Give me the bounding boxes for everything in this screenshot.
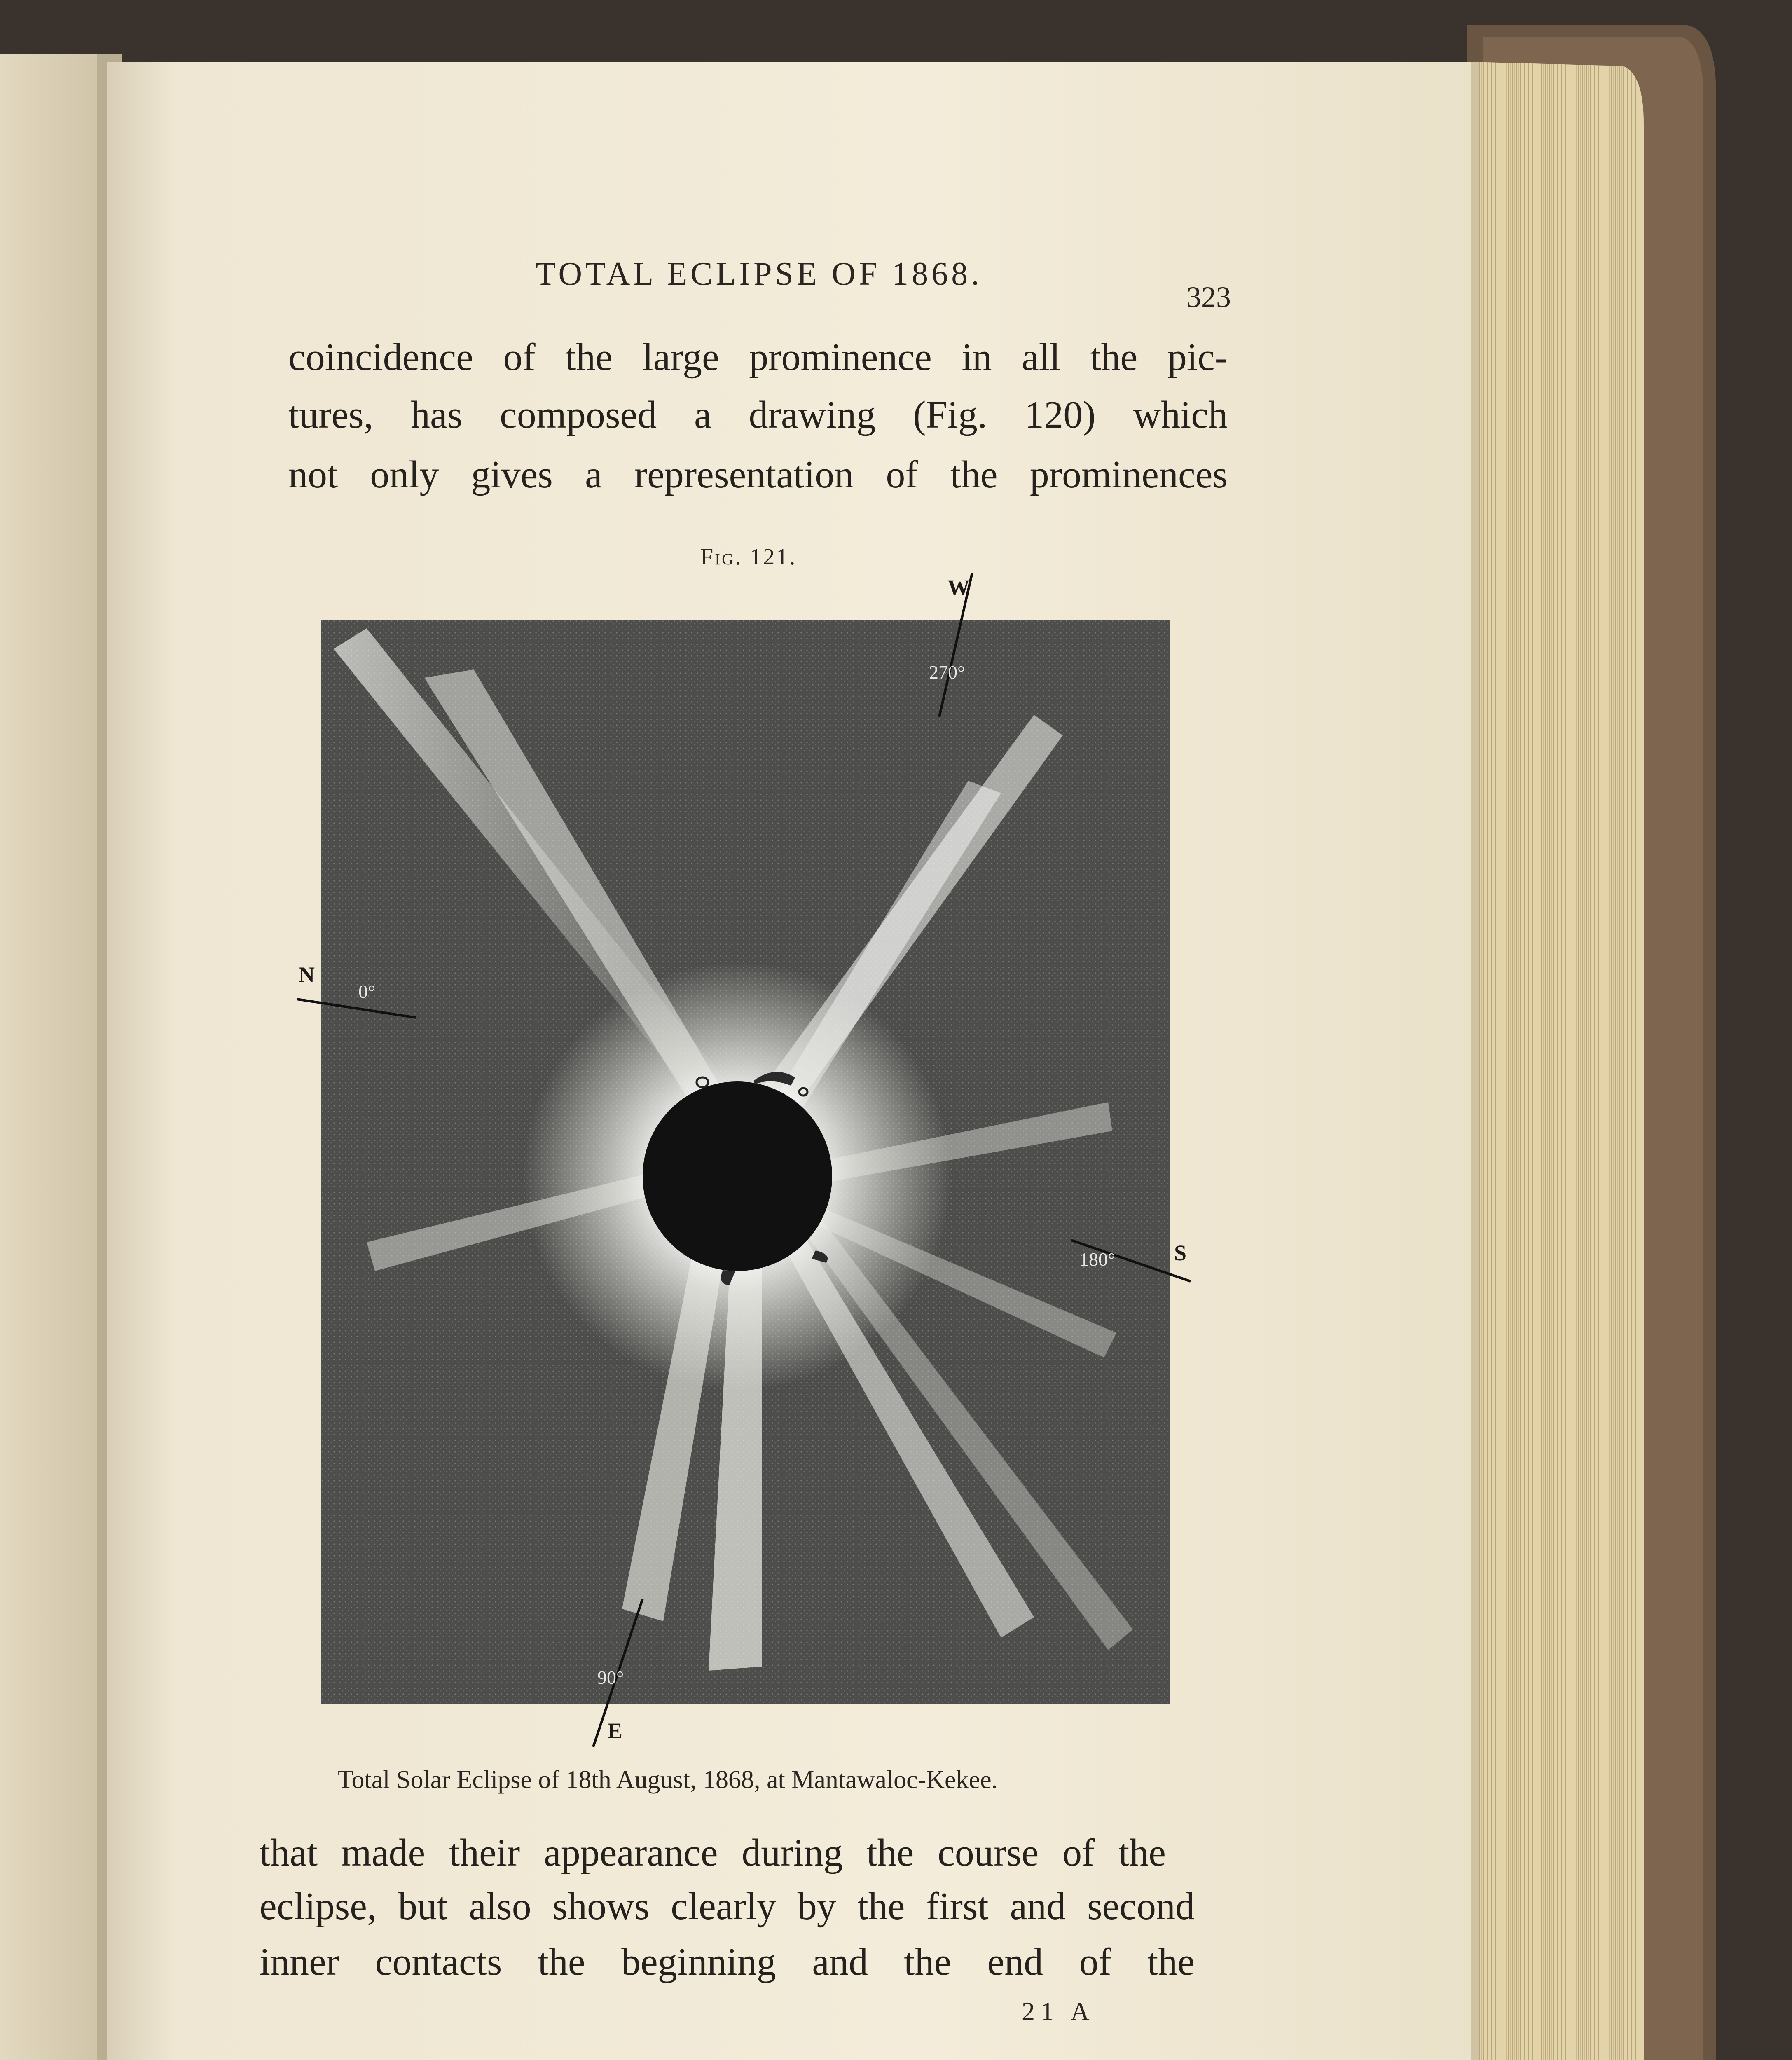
fore-edge bbox=[1471, 62, 1644, 2060]
text-line: not only gives a representation of the prominences bbox=[288, 453, 1228, 496]
south-angle: 180° bbox=[1079, 1249, 1116, 1270]
figure-caption: Total Solar Eclipse of 18th August, 1868, at Mantawaloc-Kekee. bbox=[338, 1766, 998, 1794]
moon-disc bbox=[643, 1082, 832, 1271]
text-line: eclipse, but also shows clearly by the first and second bbox=[260, 1885, 1195, 1928]
text-line: inner contacts the beginning and the end of the bbox=[260, 1941, 1195, 1983]
text-line: that made their appearance during the course of the bbox=[260, 1831, 1166, 1874]
text-line: coincidence of the large prominence in all the pic- bbox=[288, 336, 1228, 379]
east-label: E bbox=[608, 1718, 623, 1743]
west-label: W bbox=[947, 575, 970, 600]
eclipse-illustration bbox=[321, 620, 1170, 1704]
south-label: S bbox=[1174, 1241, 1187, 1265]
east-angle: 90° bbox=[597, 1667, 624, 1688]
left-page bbox=[0, 54, 107, 2060]
west-angle: 270° bbox=[929, 662, 965, 683]
running-head: TOTAL ECLIPSE OF 1868. bbox=[536, 256, 983, 292]
signature-mark: 21 A bbox=[1022, 1997, 1095, 2026]
page-number: 323 bbox=[1186, 281, 1231, 314]
north-label: N bbox=[299, 962, 315, 987]
north-angle: 0° bbox=[358, 981, 376, 1002]
text-line: tures, has composed a drawing (Fig. 120) which bbox=[288, 393, 1228, 436]
figure-label: Fig. 121. bbox=[700, 544, 797, 570]
